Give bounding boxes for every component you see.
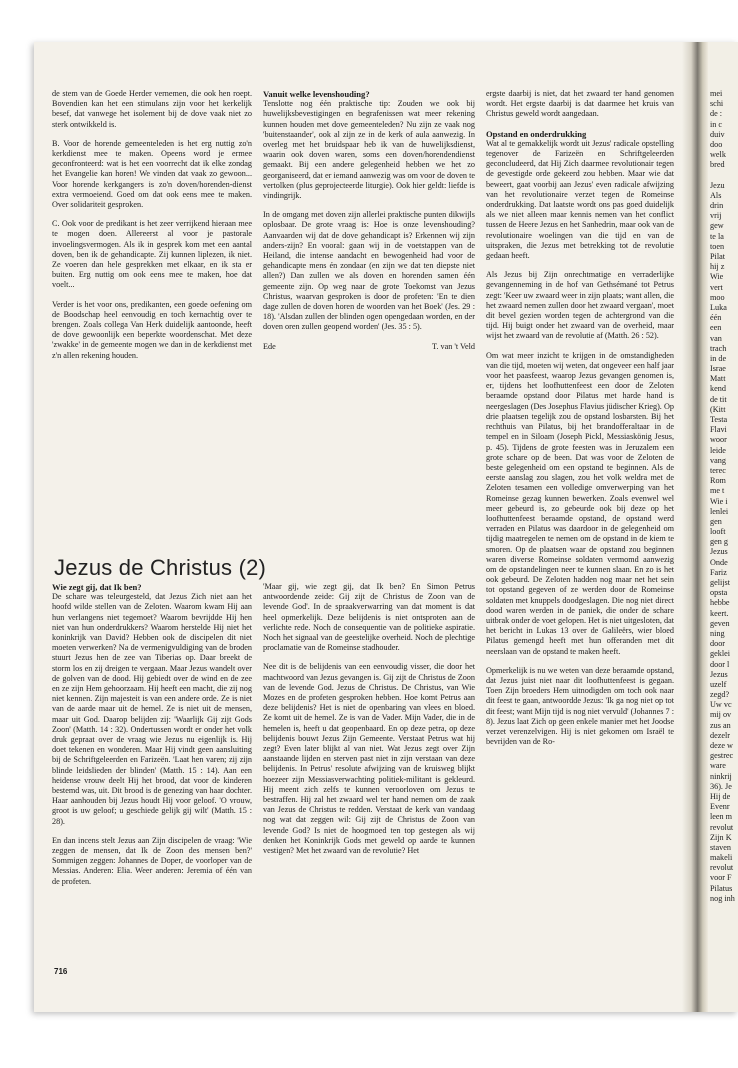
facing-page-line: schi bbox=[710, 99, 724, 109]
paragraph: C. Ook voor de predikant is het zeer verrijkend hieraan mee te mogen doen. Allereerst al voor je pastorale invoelingsvermogen. Als ik in gesprek kom met een aantal doven, ben ik de gehandicapte. Zij kunnen liplezen, ik niet. Ze voeren dan hele gesprekken met elkaar, en ik sta er buiten. Erg nuttig om ook eens mee te maken, hoe dat voelt... bbox=[52, 219, 252, 290]
paragraph: Nee dit is de belijdenis van een eenvoudig visser, die door het machtwoord van Jezus gevangen is. Gij zijt de Christus de Zoon van de levende God. Jezus de Christus. De Christus, van Wie Mozes en de profeten gesproken hebben. Hoe komt Petrus aan deze belijdenis? Het is niet de openbaring van vlees en bloed. Ze komt uit de hemel. Ze is van de Vader. Mijn Vader, die in de hemelen is, heeft u dat geopenbaard. En op deze petra, op deze belijdenis bouwt Jezus Zijn Gemeente. Verstaat Petrus wat hij zegt? Even later blijkt al van niet. Wat Jezus zegt over Zijn aanstaande lijden en sterven past niet in zijn verstaan van deze belijdenis. In Petrus' resolute afwijzing van de kruisweg blijkt hoezeer zijn Messiasverwachting politiek-militant is gekleurd. Hij meent zich zelfs te kunnen veroorloven om Jezus te bestraffen. Hij zal het zwaard wel ter hand nemen om de zaak van Jezus de Christus te redden. Verstaat de kerk van vandaag nog wat dat zeggen wil: Gij zijt de Christus de Zoon van levende God? Is niet de hoogmoed ten top gestegen als wij denken het Koninkrijk Gods met geweld op aarde te kunnen vestigen? Met het zwaard van de revolutie? Het bbox=[263, 662, 475, 856]
facing-page-line: zus an bbox=[710, 720, 731, 730]
facing-page-line bbox=[710, 171, 738, 181]
column-1-bottom bbox=[52, 582, 252, 960]
paragraph: De schare was teleurgesteld, dat Jezus Zich niet aan het hoofd wilde stellen van de Zeloten. Waarom kwam Hij aan hun verlangens niet tegemoet? Waarom bevrijdde Hij hen niet van hun onderdrukkers? Waarom herstelde Hij niet het koninkrijk van David? Hebben ook de discipelen dit niet moeten verwerken? Na de vermenigvuldiging van de broden stuurt Jezus hen de zee van Tiberias op. Daar breekt de storm los en zij dreigen te vergaan. Maar Jezus wandelt over de golven van de dood. Hij gebiedt over de wind en de zee en ze zijn Hem gehoorzaam. Hij heeft een macht, die zij nog niet kennen. Zijn majesteit is van een andere orde. Ze is niet van de aarde maar uit de hemel. Ze is niet uit de mensen, maar uit God. Daarop belijden zij: 'Waarlijk Gij zijt Gods Zoon' (Matth. 14 : 32). Ondertussen wordt er onder het volk druk gepraat over de vraag wie Jezus nu eigenlijk is. Hij doet tekenen en wonderen. Maar Hij vindt geen aansluiting bij de Schriftgeleerden en Farizeën. 'Laat hen varen; zij zijn blinde leidslieden der blinden' (Matth. 15 : 14). Aan een heidense vrouw deelt Hij het brood, dat voor de kinderen bestemd was, uit. Dit brood is de genezing van haar dochter. Haar aanhouden bij Jezus houdt Hij voor geloof. 'O vrouw, groot is uw geloof; u geschiede gelijk gij wilt' (Matth. 15 : 28). bbox=[52, 592, 252, 826]
facing-page-line: terec bbox=[710, 465, 726, 475]
article-title: Jezus de Christus (2) bbox=[54, 555, 267, 580]
facing-page-line: in c bbox=[710, 119, 723, 129]
facing-page-line: een bbox=[710, 323, 722, 333]
facing-page-line: ware bbox=[710, 761, 726, 771]
facing-page-line: in de bbox=[710, 353, 727, 363]
facing-page-line: Israe bbox=[710, 364, 726, 374]
facing-page-line: drin bbox=[710, 201, 724, 211]
facing-page-line: gelijst bbox=[710, 578, 731, 587]
facing-page-line: Onde bbox=[710, 557, 728, 567]
section-heading: Wie zegt gij, dat Ik ben? bbox=[52, 582, 142, 592]
facing-page-line: leen m bbox=[710, 812, 733, 822]
facing-page-line: looft bbox=[710, 527, 726, 537]
facing-page-line: Uw vc bbox=[710, 700, 732, 710]
section-heading: Vanuit welke levenshouding? bbox=[263, 89, 370, 99]
facing-page-line: Matt bbox=[710, 374, 726, 384]
paragraph: Verder is het voor ons, predikanten, een goede oefening om de Boodschap heel eenvoudig en toch kernachtig over te brengen. Zoals collega Van Herk duidelijk aantoonde, heeft de dove gewoonlijk een beperkte woordenschat. Met deze 'zwakke' in de gemeente mogen we dan in de kerkdienst met z'n allen rekening houden. bbox=[52, 299, 252, 360]
column-2-top bbox=[263, 89, 475, 549]
facing-page-line: vang bbox=[710, 455, 726, 465]
facing-page-line: me t bbox=[710, 486, 725, 496]
facing-page-line: door l bbox=[710, 659, 730, 669]
facing-page-line: mij ov bbox=[710, 710, 732, 720]
facing-page-line: Flavi bbox=[710, 425, 727, 435]
page-number: 716 bbox=[54, 967, 68, 976]
facing-page-line: vert bbox=[710, 282, 723, 292]
facing-page-line: Testa bbox=[710, 415, 728, 424]
facing-page-line: revolut bbox=[710, 822, 734, 832]
facing-page-line: opsta bbox=[710, 588, 728, 598]
facing-page-line: lenlei bbox=[710, 506, 729, 516]
facing-page-line: woor bbox=[710, 435, 727, 445]
facing-page-line: hij z bbox=[710, 262, 725, 272]
paragraph: In de omgang met doven zijn allerlei praktische punten dikwijls oplosbaar. De grote vraag is: Hoe is onze levenshouding? Aanvaarden wij dat de dove gehandicapt is? Erkennen wij zijn anders-zijn? En vooral: gaan wij in de voetstappen van de Heiland, die intense aandacht en bewogenheid had voor de gehandicapte mens én zondaar (en zijn we dat ten diepste niet allen?) Dan zullen we als doven en horenden samen één gemeente zijn. Op weg naar de grote Toekomst van Jezus Christus, waarvan gesproken is door de profeten: 'En te dien dage zullen de doven horen de woorden van het Boek' (Jes. 29 : 18). 'Alsdan zullen der blinden ogen opengedaan worden, en der doven oren zullen geopend worden' (Jes. 35 : 5). bbox=[263, 210, 475, 332]
facing-page-line: (Kitt bbox=[710, 404, 726, 414]
paragraph: Opmerkelijk is nu we weten van deze beraamde opstand, dat Jezus juist niet naar dit loofhuttenfeest is gegaan. Toen Zijn broeders Hem uitnodigden om toch ook naar dit feest te gaan, antwoordde Jezus: 'Ik ga nog niet op tot dit feest; want Mijn tijd is nog niet vervuld' (Johannes 7 : 8). Jezus laat Zich op geen enkele manier met het Joodse verzet verenzelvigen. Hij is niet gekomen om Israël te bevrijden van de Ro- bbox=[486, 665, 674, 747]
signature-author: T. van 't Veld bbox=[431, 341, 475, 351]
facing-page-line: Als bbox=[710, 190, 722, 200]
facing-page-line: 36). Je bbox=[710, 781, 732, 791]
facing-page-line: uzelf bbox=[710, 679, 727, 689]
facing-page-line: de tit bbox=[710, 394, 727, 404]
column-1-top bbox=[52, 89, 252, 479]
facing-page-line: Jezus bbox=[710, 669, 728, 679]
facing-page-line: te la bbox=[710, 231, 724, 241]
facing-page-line: duiv bbox=[710, 129, 725, 139]
facing-page-line: moo bbox=[710, 292, 725, 302]
facing-page-line: keert. bbox=[710, 608, 729, 618]
facing-page-line: zegd? bbox=[710, 690, 730, 700]
facing-page-line: Pilatus bbox=[710, 883, 733, 893]
paragraph: Wat al te gemakkelijk wordt uit Jezus' radicale opstelling tegenover de Farizeën en Schriftgeleerden geconcludeerd, dat Hij Zich daarmee revolutionair tegen de gevestigde orde gekeerd zou hebben. Maar wie dat beweert, gaat voorbij aan Jezus' even radicale afwijzing van het revolutionaire verzet tegen de Romeinse onderdrukking. Dat laatste wordt ons pas goed duidelijk als we niet alleen maar kennis nemen van het conflict tussen de Heere Jezus en het Sanhedrin, maar ook van de revolutionaire woelingen van die tijd en van de uitspraken, die Jezus met betrekking tot de revolutie gedaan heeft. bbox=[486, 138, 674, 261]
paragraph: ergste daarbij is niet, dat het zwaard ter hand genomen wordt. Het ergste daarbij is dat daarmee het kruis van Christus geweld wordt aangedaan. bbox=[486, 89, 674, 119]
facing-page-line: gen g bbox=[710, 537, 728, 547]
facing-page-line: toen bbox=[710, 241, 725, 251]
facing-page-line: Wie i bbox=[710, 496, 728, 506]
facing-page-line: Zijn K bbox=[710, 832, 732, 842]
facing-page-line: de : bbox=[710, 109, 723, 119]
paragraph: Als Jezus bij Zijn onrechtmatige en verraderlijke gevangenneming in de hof van Gethsémané tot Petrus zegt: 'Keer uw zwaard weer in zijn plaats; want allen, die het zwaard nemen zullen door het zwaard vergaan', moet dit bevel gezien worden tegen de achtergrond van die tijd. Hij buigt onder het zwaard van de overheid, maar wijst het zwaard van de revolutie af (Matth. 26 : 52). bbox=[486, 270, 674, 341]
facing-page-line: gestrec bbox=[710, 751, 734, 761]
facing-page-line: Hij de bbox=[710, 791, 731, 801]
facing-page-line: vrij bbox=[710, 211, 722, 221]
column-2-bottom bbox=[263, 582, 475, 960]
facing-page-line: één bbox=[710, 313, 722, 323]
facing-page-line: door bbox=[710, 639, 726, 649]
facing-page-line: leide bbox=[710, 445, 726, 455]
facing-page-line: Pilat bbox=[710, 252, 726, 261]
facing-page-line: dezelr bbox=[710, 730, 730, 740]
facing-page-line: Luka bbox=[710, 302, 727, 312]
facing-page-line: ning bbox=[710, 628, 725, 638]
signature bbox=[263, 342, 475, 352]
column-3 bbox=[486, 89, 674, 961]
facing-page-line: Jezus bbox=[710, 547, 728, 557]
section-heading: Opstand en onderdrukking bbox=[486, 128, 587, 139]
facing-page-line: gew bbox=[710, 221, 724, 231]
facing-page-line: welk bbox=[710, 150, 726, 160]
facing-page-line: bred bbox=[710, 160, 725, 170]
facing-page-line: van bbox=[710, 333, 722, 343]
signature-place: Ede bbox=[263, 341, 276, 351]
facing-page-line: Rom bbox=[710, 476, 726, 486]
facing-page-line: hebbe bbox=[710, 598, 730, 608]
facing-page-line: staven bbox=[710, 842, 731, 852]
facing-page-line: nog inh bbox=[710, 893, 735, 903]
facing-page-line: Evenr bbox=[710, 802, 730, 812]
facing-page-line: ninkrij bbox=[710, 771, 732, 781]
facing-page-line: doo bbox=[710, 139, 723, 149]
book-gutter bbox=[682, 42, 708, 1012]
facing-page-line: mei bbox=[710, 89, 723, 98]
facing-page-line: gen bbox=[710, 516, 722, 526]
facing-page-line: Fariz bbox=[710, 567, 727, 577]
facing-page-line: revolut bbox=[710, 863, 734, 873]
paragraph: Om wat meer inzicht te krijgen in de omstandigheden van die tijd, moeten wij weten, dat ongeveer een half jaar voor het paasfeest, waarop Jezus gevangen genomen is, er, tijdens het loofhuttenfeest een door de Zeloten beraamde opstand door Pilatus met harde hand is neergeslagen (Des Josephus Flavius jüdischer Krieg). Op drie plaatsen tegelijk zou de opstand losbarsten. Bij het rechthuis van Pilatus, bij het brandofferaltaar in de tempel en in Siloam (Joseph Pickl, Messiaskönig Jesus, p. 45). Tijdens de grote feesten was in Jeruzalem een grote schare op de been. Dat was voor de Zeloten de beste gelegenheid om een opstand te beginnen. Als de eerste aanslag zou slagen, zou het volk weldra met de Zeloten tesamen een volledige omverwerping van het Romeinse gezag kunnen bewerken. Zoals evenwel wel meer gebeurd is, zo gebeurde ook bij deze op het loofhuttenfeest beraamde opstand, de opstand werd verraden en Pilatus was daardoor in de gelegenheid om tijdig maatregelen te nemen om de opstand in de kiem te smoren. Op de plaatsen waar de opstand zou beginnen waren diverse Romeinse soldaten vermomd aanwezig om de opstandelingen neer te kunnen slaan. En zo is het ook gebeurd. De Zeloten hadden nog maar net het sein tot opstand gegeven of ze werden door de Romeinse soldaten met knuppels doodgeslagen. Die nog niet direct dood waren werden in de paniek, die onder de schare uitbrak onder de voet gelopen. Het is niet uitgesloten, dat het bericht in Lukas 13 over de Galileërs, wier bloed Pilatus gemengd heeft met hun offeranden met dit neerslaan van de opstand te maken heeft. bbox=[486, 350, 674, 656]
paragraph: En dan incens stelt Jezus aan Zijn discipelen de vraag: 'Wie zeggen de mensen, dat Ik de Zoon des mensen ben?' Sommigen zeggen: Johannes de Doper, de voorloper van de Messias. Anderen: Elia. Weer anderen: Jeremia of één van de profeten. bbox=[52, 835, 252, 886]
facing-page-line: geklei bbox=[710, 649, 731, 659]
facing-page-line: Jezu bbox=[710, 180, 725, 190]
facing-page-line: kend bbox=[710, 384, 726, 394]
facing-page-line: trach bbox=[710, 343, 727, 353]
paragraph: 'Maar gij, wie zegt gij, dat Ik ben? En Simon Petrus antwoordende zeide: Gij zijt de Christus de Zoon van de levende God'. In de spraakverwarring van dat moment is dat heel opmerkelijk. Deze belijdenis is niet ontsproten aan de verlichte rede. Noch de consequentie van de politieke aspiratie. Noch het signaal van de geestelijke overheid. Noch de plechtige proclamatie van de Romeinse stadhouder. bbox=[263, 582, 475, 653]
magazine-page bbox=[34, 42, 738, 1012]
facing-page-line: voor F bbox=[710, 873, 732, 883]
facing-page-line: Wie bbox=[710, 272, 724, 282]
paragraph: B. Voor de horende gemeenteleden is het erg nuttig zo'n kerkdienst mee te maken. Opeens word je ermee geconfronteerd: wat is het een voorrecht dat ik elke zondag het Evangelie kan horen! We vinden dat vaak zo gewoon... Voor horende kerkgangers is zo'n doven/horenden-dienst extra vermoeiend. Goed om dat ook eens mee te maken. Over solidariteit gesproken. bbox=[52, 138, 252, 210]
facing-page-line: makeli bbox=[710, 853, 733, 863]
facing-page-line: geven bbox=[710, 618, 730, 628]
paragraph: Tenslotte nog één praktische tip: Zouden we ook bij huwelijksbevestigingen en begrafenissen wat meer rekening kunnen houden met dove gemeenteleden? Nu zijn ze vaak nog 'buitenstaander', ook al zijn ze in de kerk of aula aanwezig. In overleg met het bruidspaar heb ik van de huwelijksdienst, waarin ook doven waren, soms een doven/horendendienst gemaakt. Bij een andere gelegenheid hebben we het zo georganiseerd, dat er iemand aanwezig was om voor de doven te vertolken (plus geprojecteerde liturgie). Ook hier geldt: liefde is vindingrijk. bbox=[263, 99, 475, 201]
paragraph: de stem van de Goede Herder vernemen, die ook hen roept. Bovendien kan het een stimulans zijn voor het kerkelijk besef, dat vanwege het isolement bij de dove vaak niet zo sterk ontwikkeld is. bbox=[52, 89, 252, 129]
facing-page-line: deze w bbox=[710, 741, 733, 750]
facing-page-text bbox=[710, 89, 738, 904]
